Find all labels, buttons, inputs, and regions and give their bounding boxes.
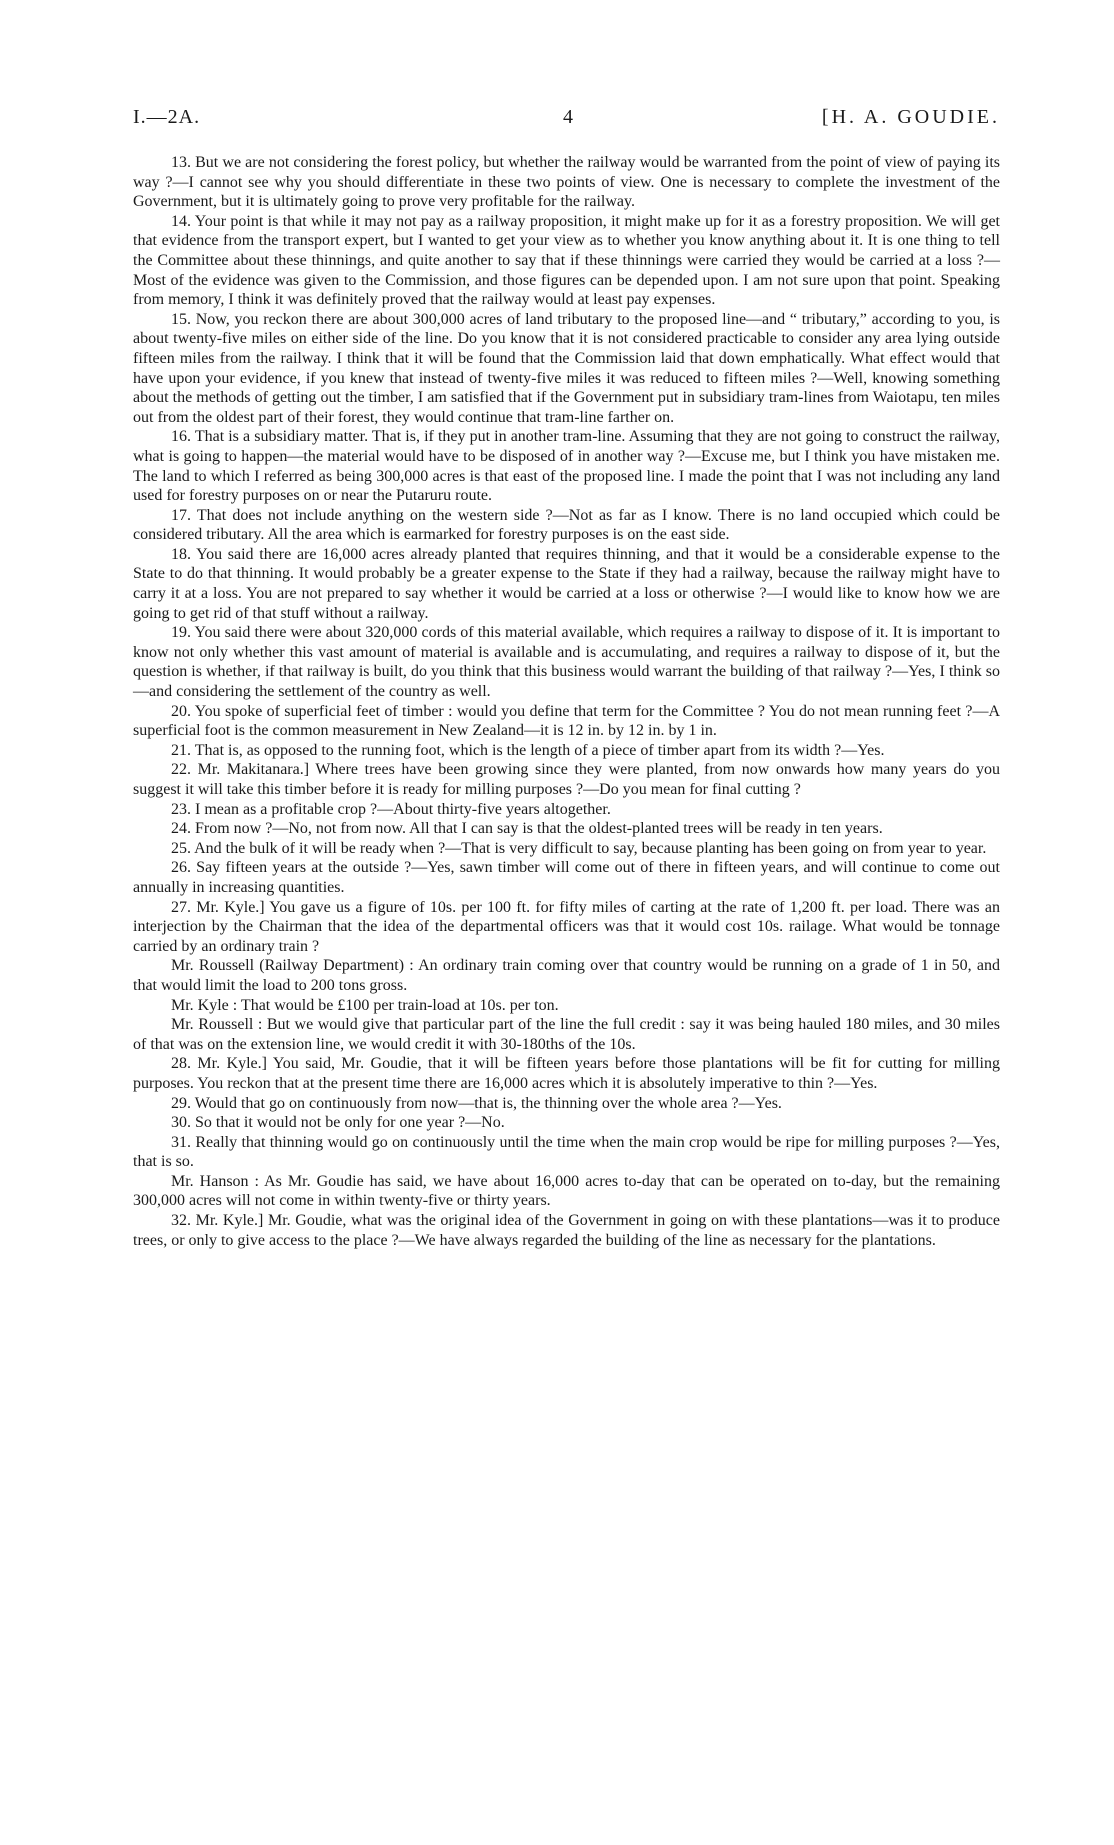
paragraph-23: 23. I mean as a profitable crop ?—About thirty-five years altogether. — [171, 800, 611, 818]
transcript-body — [133, 153, 1000, 1250]
paragraph-18: 18. You said there are 16,000 acres already planted that requires thinning, and that it would be a considerable expense to the State to do that thinning. It would probably be a greater expense to the State if they had a railway, because the railway might have to carry it at a loss. You are not prepared to say whether it would be carried at a loss or otherwise ?—I would like to know how we are going to get rid of that stuff without a railway. — [133, 545, 1000, 622]
paragraph-27: 27. Mr. Kyle.] You gave us a figure of 10s. per 100 ft. for fifty miles of carting at the rate of 1,200 ft. per load. There was an interjection by the Chairman that the idea of the departmental officers was that it would cost 10s. railage. What would be tonnage carried by an ordinary train ? — [133, 898, 1000, 955]
paragraph-13: 13. But we are not considering the forest policy, but whether the railway would be warranted from the point of view of paying its way ?—I cannot see why you should differentiate in these two points of view. One is necessary to complete the investment of the Government, but it is ultimately going to prove very profitable for the railway. — [133, 154, 1000, 211]
paragraph-26: 26. Say fifteen years at the outside ?—Yes, sawn timber will come out of there in fifteen years, and will continue to come out annually in increasing quantities. — [133, 859, 1000, 896]
paragraph-15: 15. Now, you reckon there are about 300,000 acres of land tributary to the proposed line—and “ tributary,” according to you, is about twenty-five miles on either side of the line. Do you know that it is not considered practicable to consider any area lying outside fifteen miles from the railway. I think that it will be found that the Commission laid that down emphatically. What effect would that have upon your evidence, if you knew that instead of twenty-five miles it was reduced to fifteen miles ?—Well, knowing something about the methods of getting out the timber, I am satisfied that if the Government put in subsidiary tram-lines from Waiotapu, ten miles out from the oldest part of their forest, they would continue that tram-line farther on. — [133, 310, 1000, 426]
paragraph-30: 30. So that it would not be only for one year ?—No. — [171, 1114, 505, 1132]
paragraph-16: 16. That is a subsidiary matter. That is, if they put in another tram-line. Assuming that they are not going to construct the railway, what is going to happen—the material would have to be disposed of in another way ?—Excuse me, but I think you have mistaken me. The land to which I referred as being 300,000 acres is that east of the proposed line. I made the point that I was not including any land used for forestry purposes on or near the Putaruru route. — [133, 428, 1000, 505]
paragraph-17: 17. That does not include anything on the western side ?—Not as far as I know. There is no land occupied which could be considered tributary. All the area which is earmarked for forestry purposes is on the east side. — [133, 506, 1000, 544]
page-number: 4 — [563, 106, 573, 128]
paragraph-29: 29. Would that go on continuously from now—that is, the thinning over the whole area ?—Yes. — [171, 1094, 782, 1112]
paragraph-31: 31. Really that thinning would go on continuously until the time when the main crop would be ripe for milling purposes ?—Yes, that is so. — [133, 1133, 1000, 1171]
witness-name: [H. A. GOUDIE. — [821, 106, 1000, 128]
report-reference: I.—2A. — [133, 106, 201, 128]
paragraph-28: 28. Mr. Kyle.] You said, Mr. Goudie, that it will be fifteen years before those plantations will be fit for cutting for milling purposes. You reckon that at the present time there are 16,000 acres which it is absolutely imperative to thin ?—Yes. — [133, 1055, 1000, 1092]
statement-hanson: Mr. Hanson : As Mr. Goudie has said, we have about 16,000 acres to-day that can be operated on to-day, but the remaining 300,000 acres will not come in within twenty-five or thirty years. — [133, 1172, 1000, 1210]
page-header — [133, 106, 1000, 138]
statement-roussell-1: Mr. Roussell (Railway Department) : An ordinary train coming over that country would be running on a grade of 1 in 50, and that would limit the load to 200 tons gross. — [133, 957, 1000, 994]
paragraph-19: 19. You said there were about 320,000 cords of this material available, which requires a railway to dispose of it. It is important to know not only whether this vast amount of material is available and is accumulating, and requires a railway to dispose of it, but the question is whether, if that railway is built, do you think that this business would warrant the building of that railway ?—Yes, I think so—and considering the settlement of the country as well. — [133, 624, 1000, 701]
paragraph-14: 14. Your point is that while it may not pay as a railway proposition, it might make up for it as a forestry proposition. We will get that evidence from the transport expert, but I wanted to get your view as to whether you know anything about it. It is one thing to tell the Committee about these thinnings, and quite another to say that if these thinnings were carried they would be carried at a loss ?—Most of the evidence was given to the Commission, and those figures can be depended upon. I am not sure upon that point. Speaking from memory, I think it was definitely proved that the railway would at least pay expenses. — [133, 212, 1000, 309]
paragraph-32: 32. Mr. Kyle.] Mr. Goudie, what was the original idea of the Government in going on with these plantations—was it to produce trees, or only to give access to the place ?—We have always regarded the building of the line as necessary for the plantations. — [133, 1212, 1000, 1249]
paragraph-21: 21. That is, as opposed to the running foot, which is the length of a piece of timber apart from its width ?—Yes. — [171, 741, 885, 759]
paragraph-24: 24. From now ?—No, not from now. All that I can say is that the oldest-planted trees will be ready in ten years. — [171, 820, 883, 838]
paragraph-22: 22. Mr. Makitanara.] Where trees have been growing since they were planted, from now onwards how many years do you suggest it will take this timber before it is ready for milling purposes ?—Do you mean for final cutting ? — [133, 761, 1000, 798]
statement-kyle: Mr. Kyle : That would be £100 per train-load at 10s. per ton. — [171, 996, 559, 1014]
paragraph-20: 20. You spoke of superficial feet of timber : would you define that term for the Committee ? You do not mean running feet ?—A superficial foot is the common measurement in New Zealand—it is 12 in. by 12 in. by 1 in. — [133, 702, 1000, 740]
statement-roussell-2: Mr. Roussell : But we would give that particular part of the line the full credit : say it was being hauled 180 miles, and 30 miles of that was on the extension line, we would credit it with 30-180ths of the 10s. — [133, 1016, 1000, 1053]
paragraph-25: 25. And the bulk of it will be ready when ?—That is very difficult to say, because planting has been going on from year to year. — [171, 839, 987, 857]
